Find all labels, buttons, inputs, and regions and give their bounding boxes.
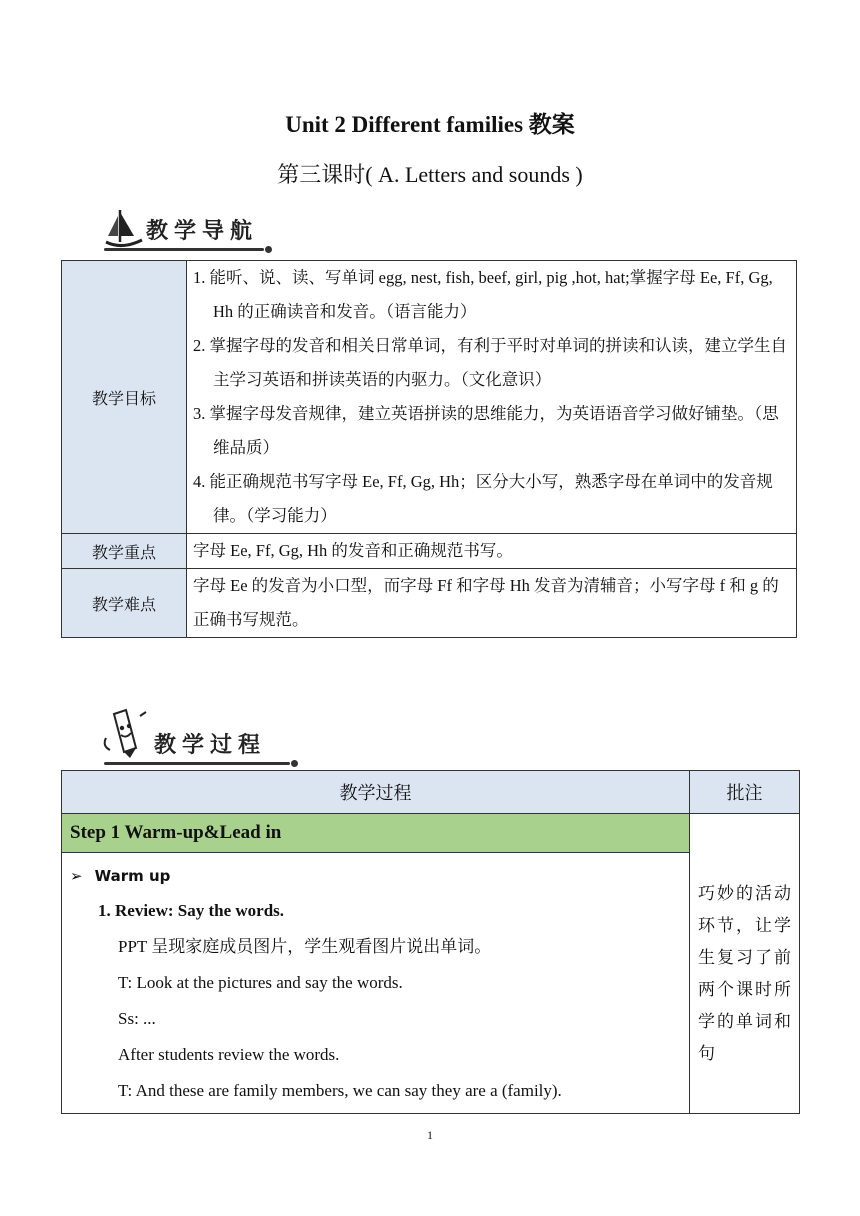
bullet-label: Warm up — [94, 867, 171, 885]
activity-title: 1. Review: Say the words. — [98, 901, 285, 920]
key-points-cell: 字母 Ee, Ff, Gg, Hh 的发音和正确规范书写。 — [187, 534, 797, 569]
arrow-bullet-icon: ➢ — [70, 867, 83, 885]
annotation-cell: 巧妙的活动环节，让学生复习了前两个课时所学的单词和句 — [690, 814, 800, 1114]
sailboat-icon — [102, 206, 146, 252]
objective-item: 4. 能正确规范书写字母 Ee, Ff, Gg, Hh；区分大小写，熟悉字母在单词中的发音规律。（学习能力） — [193, 472, 773, 525]
section-header-nav — [102, 206, 272, 254]
section-underline — [104, 248, 264, 251]
process-header-row — [62, 771, 800, 814]
document-title: Unit 2 Different families 教案 — [285, 112, 575, 137]
teaching-process-table — [61, 770, 800, 1114]
underline-dot — [291, 760, 298, 767]
nav-row-key-points — [62, 534, 797, 569]
objective-item: 2. 掌握字母的发音和相关日常单词，有利于平时对单词的拼读和认读，建立学生自主学习英语和拼读英语的内驱力。（文化意识） — [193, 336, 787, 389]
step-title: Step 1 Warm-up&Lead in — [62, 814, 690, 853]
content-line: Ss: ... — [118, 1009, 156, 1028]
step-content-row — [62, 853, 800, 1114]
section-heading-nav: 教学导航 — [146, 219, 259, 244]
step-content — [62, 853, 690, 1114]
objectives-cell — [187, 261, 797, 534]
objective-item: 1. 能听、说、读、写单词 egg, nest, fish, beef, girl, pig ,hot, hat;掌握字母 Ee, Ff, Gg, Hh 的正确读音和发音。（语言能力） — [193, 268, 773, 321]
nav-row-difficulties — [62, 569, 797, 638]
nav-row-head: 教学难点 — [62, 569, 187, 638]
column-header-process: 教学过程 — [62, 771, 690, 814]
step-row — [62, 814, 800, 853]
page-number: 1 — [427, 1128, 433, 1142]
difficulties-cell: 字母 Ee 的发音为小口型，而字母 Ff 和字母 Hh 发音为清辅音；小写字母 f 和 g 的正确书写规范。 — [187, 569, 797, 638]
content-line: T: Look at the pictures and say the words. — [118, 973, 403, 992]
section-underline — [104, 762, 290, 765]
section-heading-process: 教学过程 — [154, 733, 267, 758]
content-line: T: And these are family members, we can say they are a (family). — [118, 1081, 562, 1100]
column-header-notes: 批注 — [690, 771, 800, 814]
underline-dot — [265, 246, 272, 253]
section-header-process — [102, 712, 302, 760]
content-line: PPT 呈现家庭成员图片，学生观看图片说出单词。 — [118, 937, 492, 956]
nav-row-head: 教学重点 — [62, 534, 187, 569]
nav-row-head: 教学目标 — [62, 261, 187, 534]
pencil-mascot-icon — [100, 708, 148, 758]
teaching-navigation-table — [61, 260, 797, 638]
lesson-subtitle: 第三课时( A. Letters and sounds ) — [277, 162, 583, 187]
content-line: After students review the words. — [118, 1045, 340, 1064]
nav-row-objectives — [62, 261, 797, 534]
objective-item: 3. 掌握字母发音规律，建立英语拼读的思维能力，为英语语音学习做好铺垫。（思维品质） — [193, 404, 779, 457]
bullet-warm-up — [70, 859, 681, 893]
